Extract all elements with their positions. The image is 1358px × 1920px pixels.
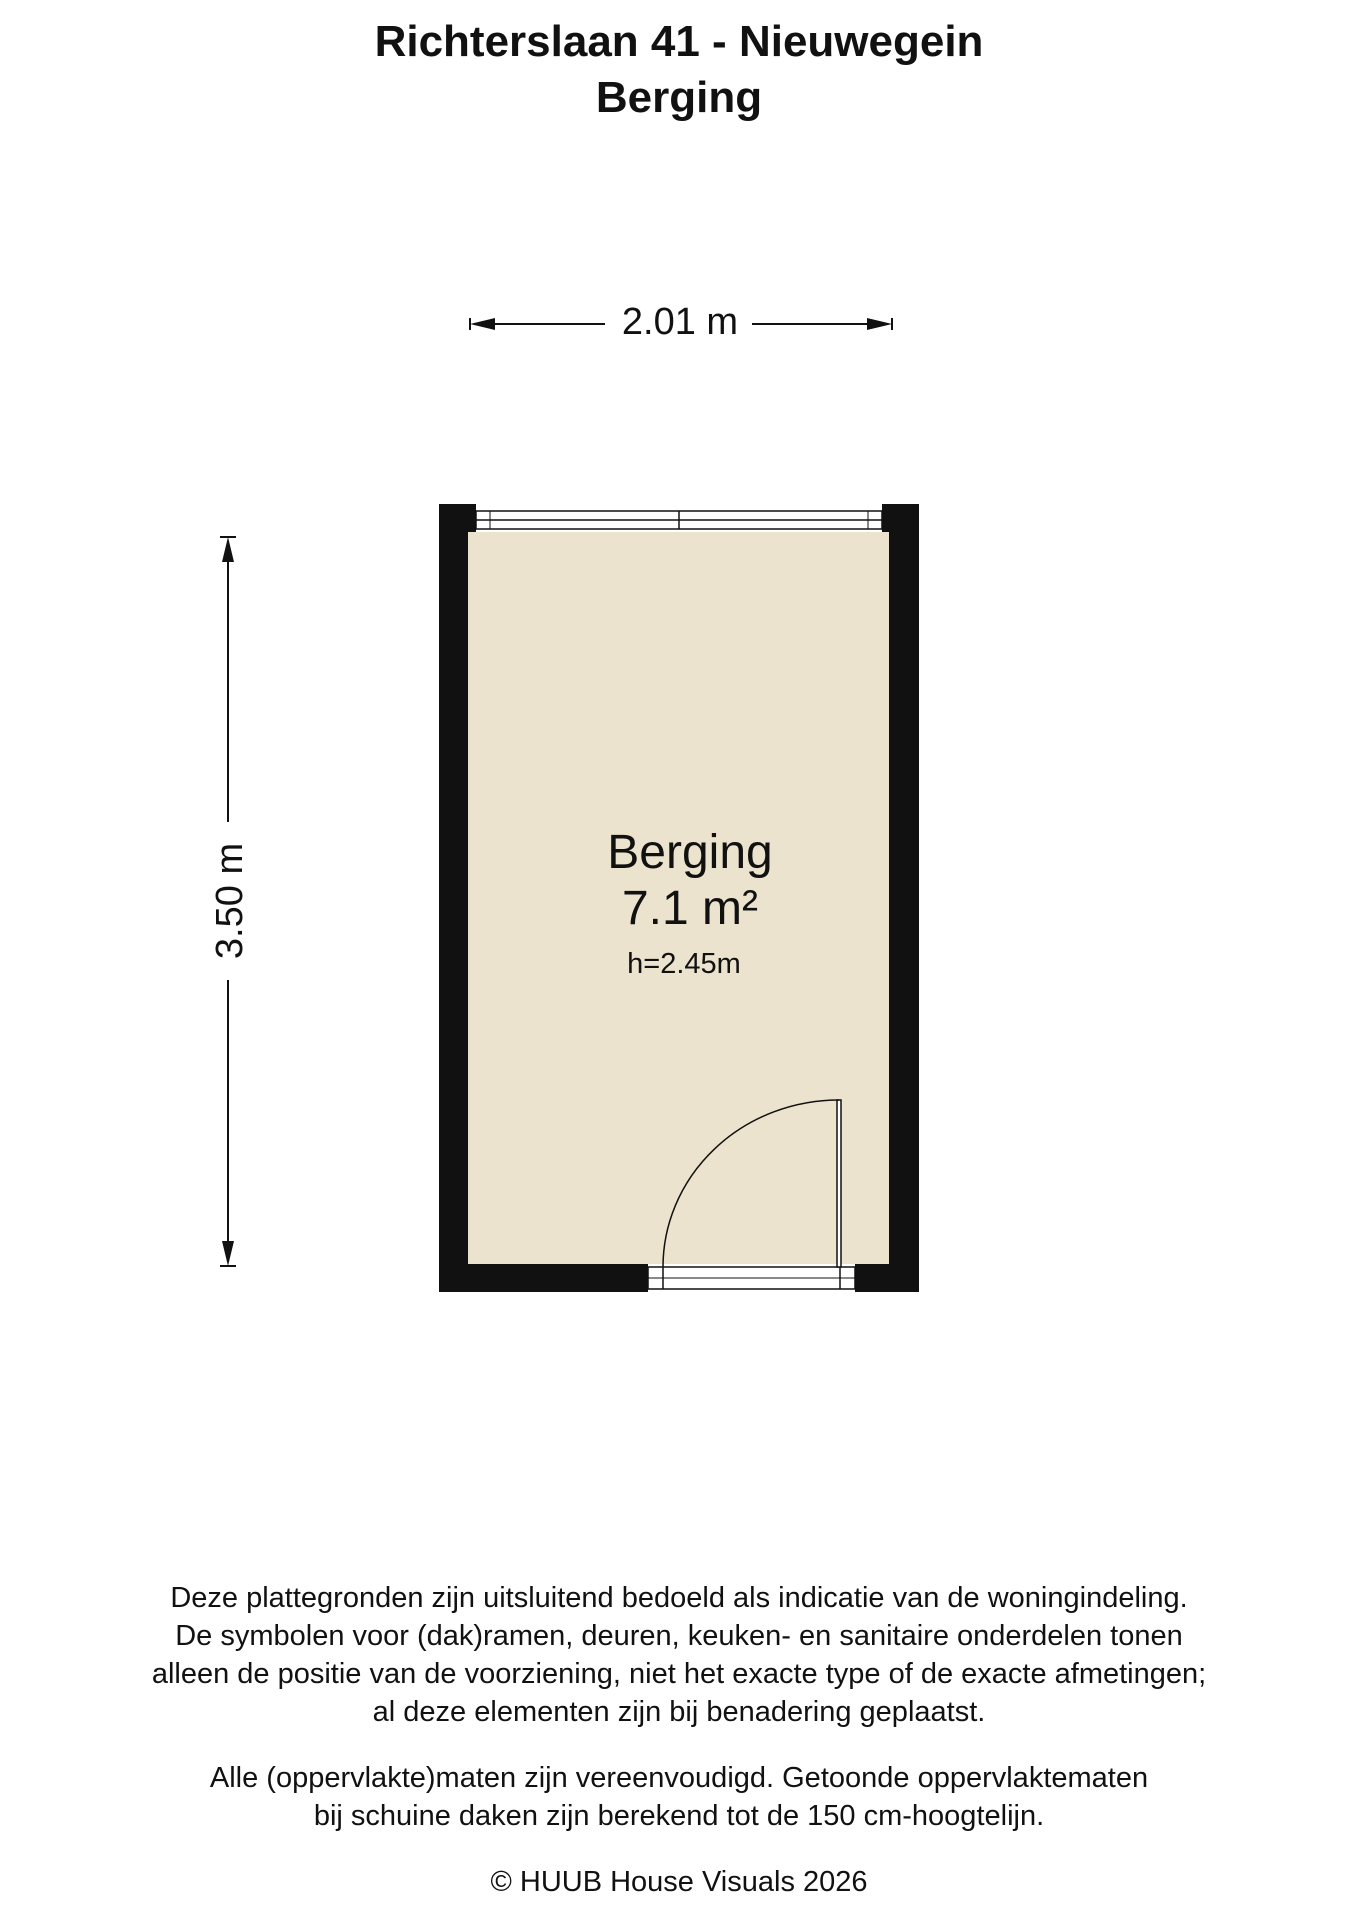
floor-title: Berging <box>595 73 763 122</box>
height-dimension <box>209 537 251 1266</box>
disclaimer-line: bij schuine daken zijn berekend tot de 150 cm-hoogtelijn. <box>313 1800 1045 1832</box>
top-window <box>476 511 882 529</box>
disclaimer-line: alleen de positie van de voorziening, niet het exacte type of de exacte afmetingen; <box>151 1658 1207 1690</box>
copyright: © HUUB House Visuals 2026 <box>490 1866 868 1898</box>
wall-bottom-right <box>855 1264 890 1292</box>
door-leaf <box>837 1100 841 1267</box>
disclaimer-line: Alle (oppervlakte)maten zijn vereenvoudigd. Getoonde oppervlaktematen <box>209 1762 1149 1794</box>
width-dim-arrow-left <box>470 318 495 330</box>
height-label: 3.50 m <box>209 842 251 960</box>
disclaimer-line: al deze elementen zijn bij benadering geplaatst. <box>372 1696 986 1728</box>
height-dim-arrow-top <box>222 537 234 562</box>
width-label: 2.01 m <box>621 301 739 343</box>
room-height: h=2.45m <box>627 948 741 980</box>
height-dim-arrow-bottom <box>222 1241 234 1266</box>
disclaimer <box>0 1579 1358 1901</box>
wall-left <box>439 504 468 1292</box>
address-title: Richterslaan 41 - Nieuwegein <box>374 17 984 66</box>
room-area: 7.1 m² <box>621 882 759 935</box>
wall-right <box>889 504 919 1292</box>
disclaimer-paragraph-2 <box>0 1759 1358 1835</box>
width-dimension <box>470 301 892 343</box>
disclaimer-line: De symbolen voor (dak)ramen, deuren, keuken- en sanitaire onderdelen tonen <box>175 1620 1183 1652</box>
disclaimer-line: Deze plattegronden zijn uitsluitend bedoeld als indicatie van de woningindeling. <box>170 1582 1188 1614</box>
disclaimer-paragraph-1 <box>0 1579 1358 1731</box>
width-dim-arrow-right <box>867 318 892 330</box>
wall-top-left-jamb <box>468 504 476 532</box>
wall-bottom-left <box>468 1264 648 1292</box>
wall-top-right-jamb <box>882 504 890 532</box>
room-name: Berging <box>607 826 773 879</box>
